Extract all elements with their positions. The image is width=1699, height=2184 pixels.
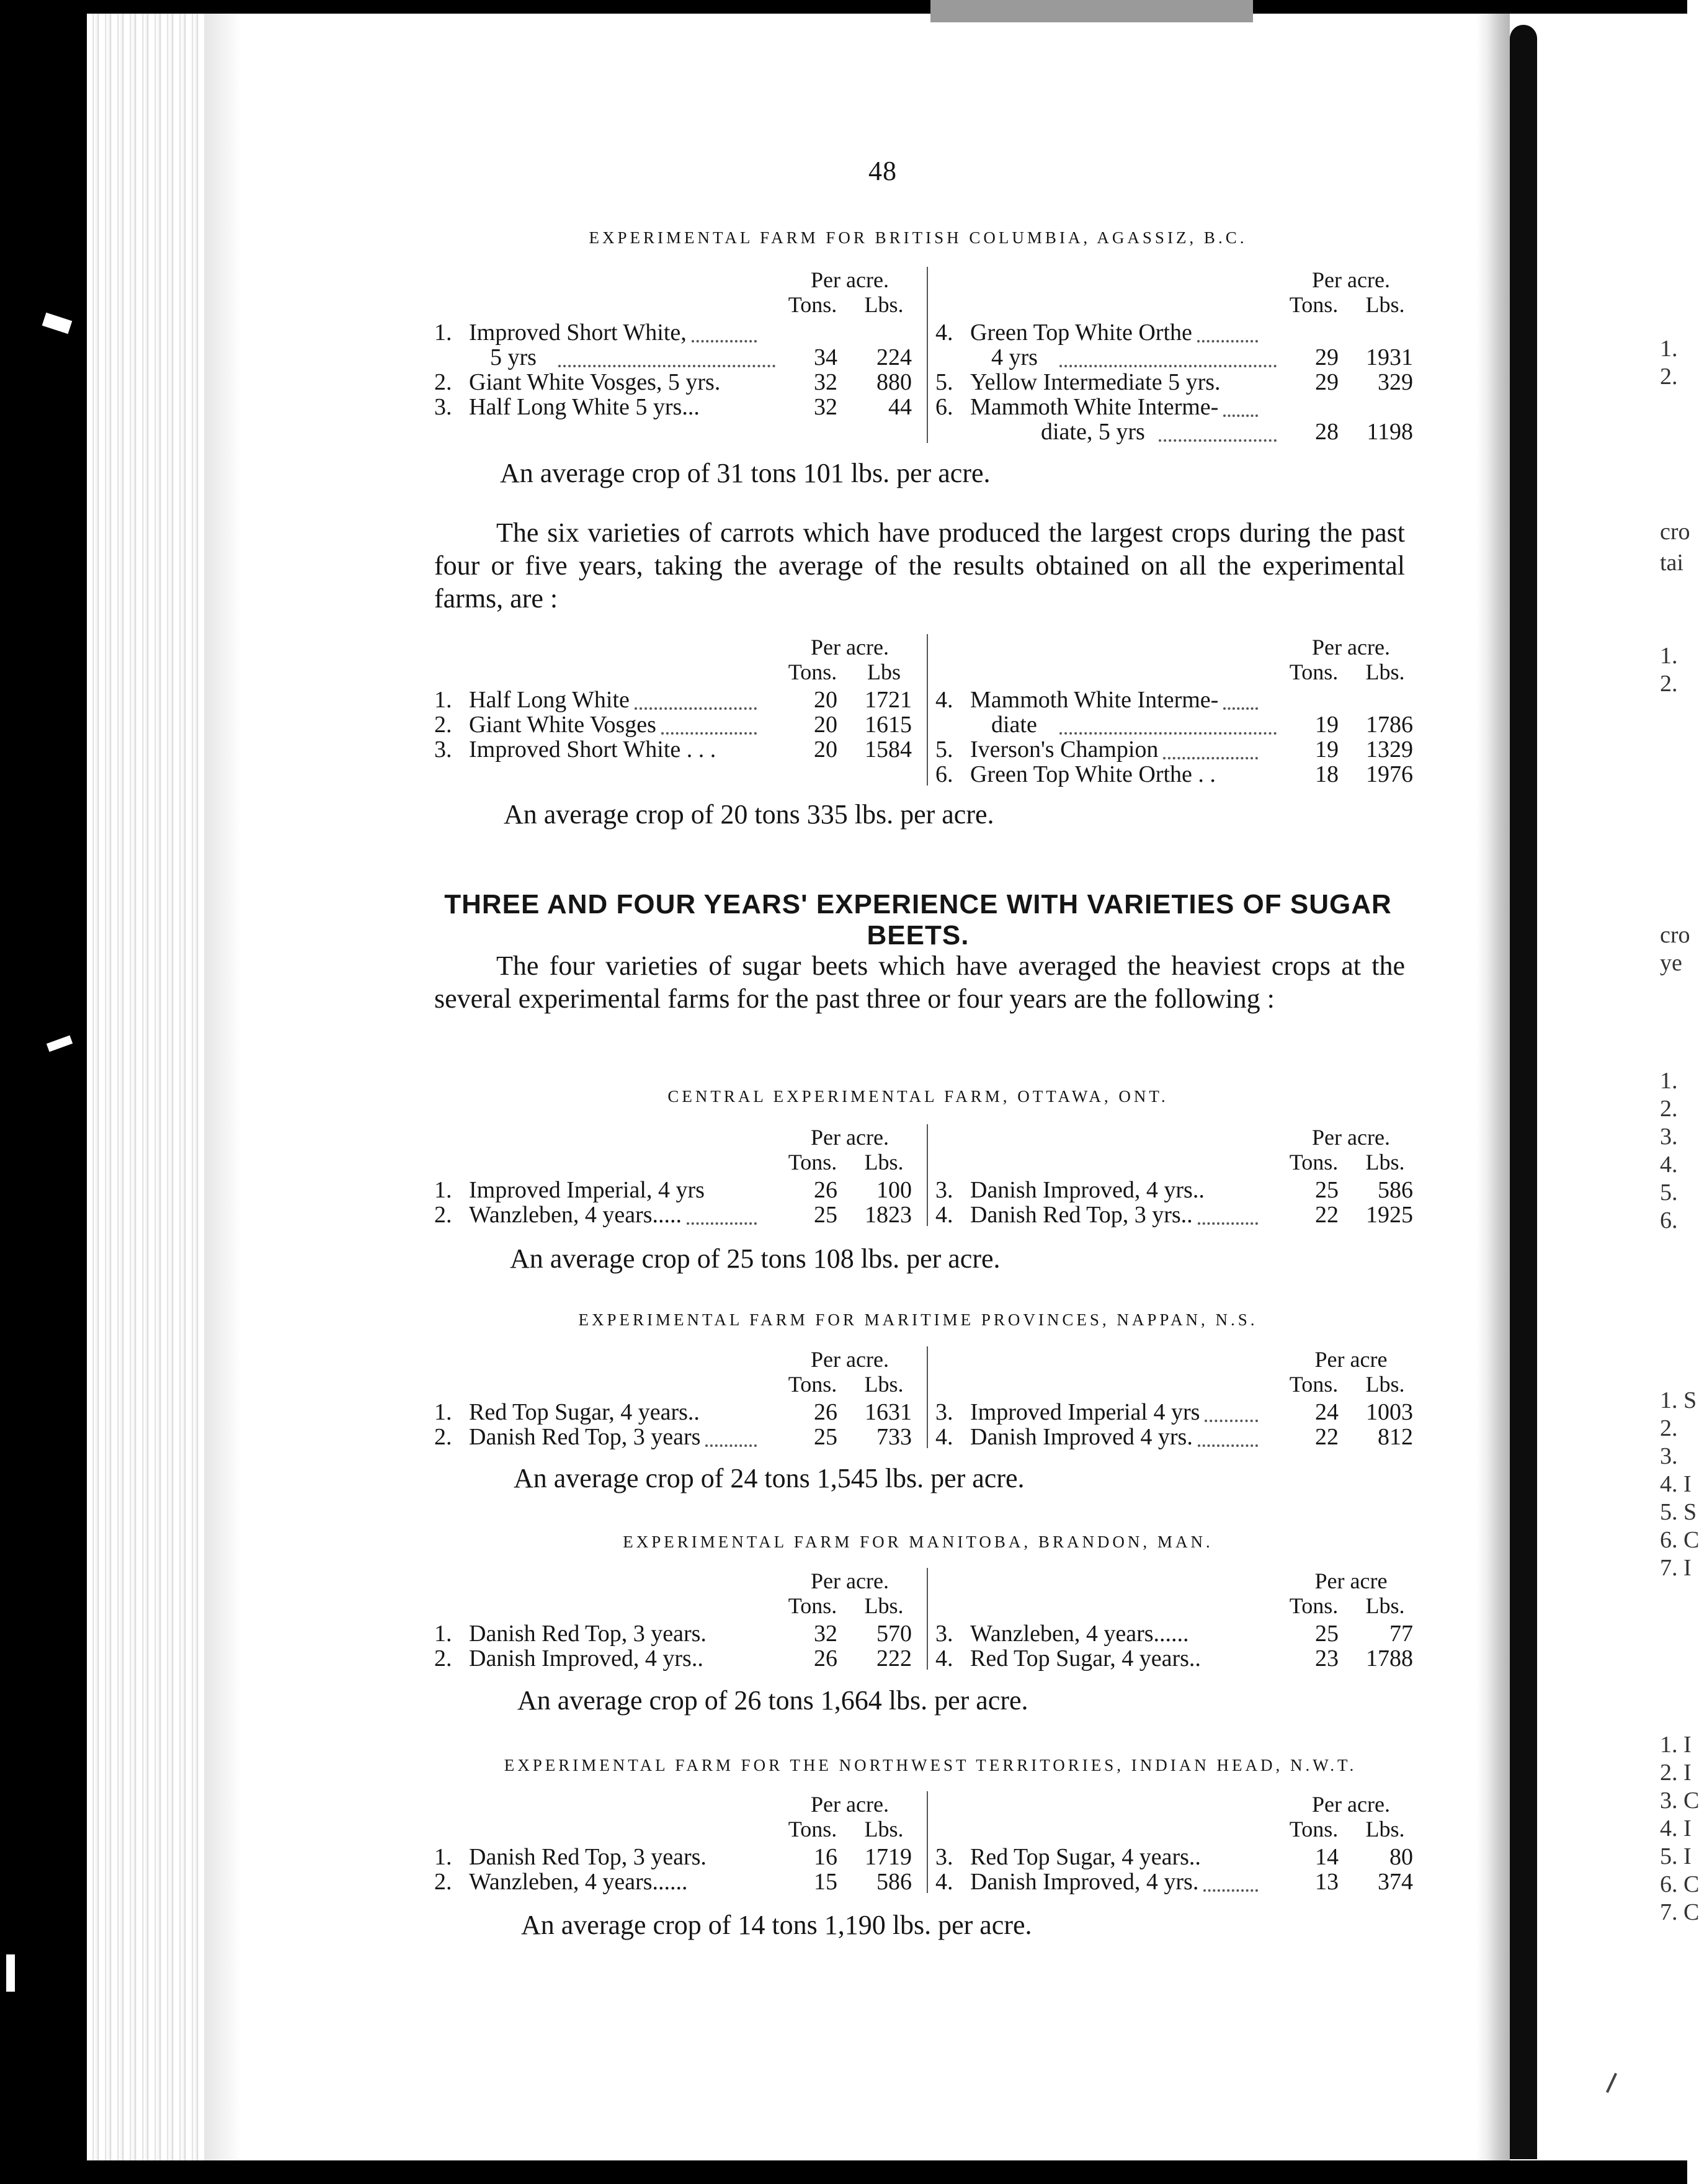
table-row xyxy=(935,1399,1419,1426)
tons-header: Tons. xyxy=(1289,1593,1339,1618)
per-acre-header: Per acre. xyxy=(1312,1125,1390,1150)
facing-page-fragment: 2. I xyxy=(1660,1760,1692,1786)
variety-name: Red Top Sugar, 4 years.. xyxy=(469,1399,700,1425)
row-number: 2. xyxy=(434,1869,452,1895)
table-row xyxy=(935,393,1419,421)
table-column-right xyxy=(935,1124,1419,1226)
row-number: 1. xyxy=(434,320,452,346)
tons-value: 16 xyxy=(814,1844,837,1870)
table-row xyxy=(434,1423,918,1451)
lbs-value: 1329 xyxy=(1366,736,1413,763)
facing-page-fragment: 6. xyxy=(1660,1207,1678,1233)
variety-name: Improved Short White, xyxy=(469,320,687,346)
variety-name: Half Long White 5 yrs... xyxy=(469,394,700,420)
row-number: 3. xyxy=(935,1844,953,1870)
section-header-british-columbia: EXPERIMENTAL FARM FOR BRITISH COLUMBIA, AGASSIZ, B.C. xyxy=(589,228,1247,247)
page-edge-shade xyxy=(205,14,242,2160)
tons-header: Tons. xyxy=(788,660,837,684)
per-acre-header: Per acre. xyxy=(811,635,889,660)
row-number: 4. xyxy=(935,1645,953,1672)
table-column-right xyxy=(935,1568,1419,1670)
variety-name: Red Top Sugar, 4 years.. xyxy=(970,1645,1201,1672)
table-column-left xyxy=(434,1791,918,1893)
tons-value: 26 xyxy=(814,1399,837,1425)
tons-value: 22 xyxy=(1315,1424,1339,1450)
lbs-value: 374 xyxy=(1378,1869,1413,1895)
dot-leader xyxy=(1159,439,1277,442)
facing-page-fragment: 3. xyxy=(1660,1124,1678,1150)
tons-value: 29 xyxy=(1315,369,1339,395)
variety-name: Green Top White Orthe xyxy=(970,320,1192,346)
variety-name: Danish Improved 4 yrs. xyxy=(970,1424,1193,1450)
facing-page-fragment: 2. xyxy=(1660,364,1678,390)
variety-name: Danish Red Top, 3 yrs.. xyxy=(970,1202,1193,1228)
table-row xyxy=(434,736,918,763)
variety-name: Wanzleben, 4 years...... xyxy=(970,1621,1189,1647)
variety-name: Improved Short White . . . xyxy=(469,736,716,763)
row-number: 6. xyxy=(935,394,953,420)
facing-page-fragment: 4. I xyxy=(1660,1815,1692,1842)
table-row xyxy=(434,1868,918,1895)
variety-name: Mammoth White Interme- xyxy=(970,687,1219,713)
row-number: 5. xyxy=(935,369,953,395)
column-divider xyxy=(927,1124,928,1226)
dot-leader xyxy=(661,732,757,735)
row-number: 4. xyxy=(935,1202,953,1228)
lbs-value: 1584 xyxy=(865,736,912,763)
row-number: 3. xyxy=(935,1621,953,1647)
facing-page-fragment: 5. I xyxy=(1660,1843,1692,1869)
gutter-shadow xyxy=(1476,14,1510,2160)
table-row xyxy=(935,1868,1419,1895)
row-number: 6. xyxy=(935,761,953,787)
variety-name: Wanzleben, 4 years..... xyxy=(469,1202,682,1228)
lbs-header: Lbs. xyxy=(864,1817,904,1842)
dot-leader xyxy=(1198,1222,1258,1225)
facing-page-fragment: 4. xyxy=(1660,1152,1678,1178)
lbs-header: Lbs. xyxy=(1365,1150,1405,1175)
table-row xyxy=(434,1645,918,1672)
lbs-value: 44 xyxy=(888,394,912,420)
facing-page-fragment: 3. xyxy=(1660,1443,1678,1469)
tons-value: 20 xyxy=(814,687,837,713)
lbs-header: Lbs. xyxy=(864,292,904,317)
lbs-value: 1786 xyxy=(1366,712,1413,738)
lbs-header: Lbs. xyxy=(1365,1817,1405,1842)
lbs-value: 1615 xyxy=(865,712,912,738)
variety-name: Mammoth White Interme- xyxy=(970,394,1219,420)
variety-name: Danish Improved, 4 yrs.. xyxy=(469,1645,703,1672)
tons-value: 25 xyxy=(814,1202,837,1228)
tons-value: 32 xyxy=(814,369,837,395)
row-number: 1. xyxy=(434,1844,452,1870)
table-column-left xyxy=(434,634,918,761)
tons-value: 32 xyxy=(814,394,837,420)
row-number: 4. xyxy=(935,1869,953,1895)
book-gutter xyxy=(1510,25,1537,2159)
table-row xyxy=(434,1399,918,1426)
table-row xyxy=(935,1201,1419,1228)
tons-value: 25 xyxy=(1315,1177,1339,1203)
dot-leader xyxy=(692,340,757,342)
table-row xyxy=(935,736,1419,763)
dot-leader xyxy=(1059,732,1277,735)
table-row xyxy=(434,1201,918,1228)
tons-header: Tons. xyxy=(788,1372,837,1397)
tons-value: 22 xyxy=(1315,1202,1339,1228)
variety-name: Giant White Vosges, 5 yrs. xyxy=(469,369,721,395)
table-row xyxy=(935,1645,1419,1672)
table-row xyxy=(434,686,918,714)
page-number: 48 xyxy=(868,156,897,186)
dot-leader xyxy=(558,365,775,367)
tons-header: Tons. xyxy=(1289,1817,1339,1842)
row-number: 2. xyxy=(434,369,452,395)
lbs-value: 1003 xyxy=(1366,1399,1413,1425)
facing-page-fragment: ye xyxy=(1660,950,1682,976)
table-column-right xyxy=(935,634,1419,785)
tons-value: 19 xyxy=(1315,712,1339,738)
per-acre-header: Per acre. xyxy=(811,1125,889,1150)
average-crop-brandon: An average crop of 26 tons 1,664 lbs. per acre. xyxy=(517,1685,1028,1716)
facing-page-fragment: cro xyxy=(1660,922,1690,948)
section-header-nappan: EXPERIMENTAL FARM FOR MARITIME PROVINCES, NAPPAN, N.S. xyxy=(578,1310,1258,1329)
lbs-value: 77 xyxy=(1389,1621,1413,1647)
average-crop-indian-head: An average crop of 14 tons 1,190 lbs. per acre. xyxy=(521,1910,1032,1940)
table-row xyxy=(434,393,918,421)
table-row xyxy=(434,1843,918,1871)
variety-name: Danish Red Top, 3 years. xyxy=(469,1621,707,1647)
average-crop-all-farms: An average crop of 20 tons 335 lbs. per acre. xyxy=(504,799,994,830)
facing-page-fragment: 3. C xyxy=(1660,1788,1699,1814)
table-column-left xyxy=(434,1568,918,1670)
tons-value: 20 xyxy=(814,712,837,738)
tons-header: Tons. xyxy=(1289,1372,1339,1397)
lbs-header: Lbs. xyxy=(864,1150,904,1175)
tons-header: Tons. xyxy=(788,292,837,317)
dot-leader xyxy=(635,707,757,710)
variety-name: Improved Imperial 4 yrs xyxy=(970,1399,1200,1425)
tons-value: 18 xyxy=(1315,761,1339,787)
tons-header: Tons. xyxy=(1289,292,1339,317)
row-number: 2. xyxy=(434,1645,452,1672)
facing-page-fragment: 7. I xyxy=(1660,1555,1692,1581)
row-number: 3. xyxy=(434,736,452,763)
tons-value: 23 xyxy=(1315,1645,1339,1672)
row-number: 1. xyxy=(434,1621,452,1647)
row-number: 2. xyxy=(434,1202,452,1228)
facing-page-fragment: 6. C xyxy=(1660,1871,1699,1897)
sugar-beets-title: THREE AND FOUR YEARS' EXPERIENCE WITH VARIETIES OF SUGAR BEETS. xyxy=(444,889,1392,951)
lbs-value: 1976 xyxy=(1366,761,1413,787)
per-acre-header: Per acre. xyxy=(1312,635,1390,660)
facing-page-fragment: 1. S xyxy=(1660,1387,1697,1413)
lbs-header: Lbs. xyxy=(1365,1372,1405,1397)
lbs-header: Lbs. xyxy=(1365,292,1405,317)
facing-page-fragment: 1. xyxy=(1660,643,1678,669)
variety-name: Danish Red Top, 3 years. xyxy=(469,1844,707,1870)
tons-header: Tons. xyxy=(788,1593,837,1618)
facing-page-fragment: 5. S xyxy=(1660,1499,1697,1525)
per-acre-header: Per acre. xyxy=(811,1347,889,1372)
facing-page-fragment: 2. xyxy=(1660,1096,1678,1122)
facing-page-fragment: 1. xyxy=(1660,336,1678,362)
tons-value: 26 xyxy=(814,1645,837,1672)
average-crop-ottawa: An average crop of 25 tons 108 lbs. per acre. xyxy=(510,1243,1001,1274)
lbs-value: 1931 xyxy=(1366,344,1413,370)
row-number: 4. xyxy=(935,320,953,346)
per-acre-header: Per acre xyxy=(1314,1569,1388,1593)
row-number: 1. xyxy=(434,687,452,713)
per-acre-header: Per acre. xyxy=(811,1792,889,1817)
section-header-ottawa: CENTRAL EXPERIMENTAL FARM, OTTAWA, ONT. xyxy=(667,1087,1169,1106)
per-acre-header: Per acre. xyxy=(1312,1792,1390,1817)
section-header-brandon: EXPERIMENTAL FARM FOR MANITOBA, BRANDON, MAN. xyxy=(623,1533,1213,1551)
facing-page-fragment: 1. xyxy=(1660,1068,1678,1094)
lbs-header: Lbs. xyxy=(864,1593,904,1618)
lbs-value: 1631 xyxy=(865,1399,912,1425)
facing-page-fragment: 5. xyxy=(1660,1179,1678,1206)
row-number: 4. xyxy=(935,687,953,713)
average-crop-nappan: An average crop of 24 tons 1,545 lbs. per acre. xyxy=(514,1463,1025,1493)
table-column-right xyxy=(935,1346,1419,1448)
facing-page-fragment: 7. C xyxy=(1660,1899,1699,1925)
table-row xyxy=(935,761,1419,788)
row-number: 2. xyxy=(434,1424,452,1450)
variety-name: Half Long White xyxy=(469,687,630,713)
table-column-right xyxy=(935,1791,1419,1893)
dot-leader xyxy=(1059,365,1277,367)
average-crop-british-columbia: An average crop of 31 tons 101 lbs. per acre. xyxy=(500,458,991,488)
row-number: 2. xyxy=(434,712,452,738)
tons-header: Tons. xyxy=(1289,660,1339,684)
lbs-value: 1721 xyxy=(865,687,912,713)
lbs-value: 812 xyxy=(1378,1424,1413,1450)
lbs-header: Lbs xyxy=(867,660,901,684)
dot-leader xyxy=(705,1444,757,1447)
per-acre-header: Per acre xyxy=(1314,1347,1388,1372)
tons-value: 32 xyxy=(814,1621,837,1647)
dot-leader xyxy=(1223,414,1258,417)
table-row xyxy=(935,1423,1419,1451)
lbs-value: 1823 xyxy=(865,1202,912,1228)
table-row-continuation xyxy=(434,344,918,371)
column-divider xyxy=(927,1568,928,1670)
dot-leader xyxy=(1205,1420,1258,1422)
dot-leader xyxy=(1197,340,1258,342)
lbs-value: 733 xyxy=(876,1424,912,1450)
table-column-left xyxy=(434,1124,918,1226)
variety-name-continuation: diate xyxy=(991,712,1037,738)
table-row xyxy=(935,1176,1419,1204)
tons-value: 20 xyxy=(814,736,837,763)
row-number: 1. xyxy=(434,1177,452,1203)
row-number: 4. xyxy=(935,1424,953,1450)
table-row xyxy=(935,1843,1419,1871)
tons-value: 14 xyxy=(1315,1844,1339,1870)
lbs-value: 100 xyxy=(876,1177,912,1203)
table-row xyxy=(434,369,918,396)
variety-name: Improved Imperial, 4 yrs xyxy=(469,1177,705,1203)
column-divider xyxy=(927,267,928,443)
column-divider xyxy=(927,1346,928,1448)
lbs-value: 1788 xyxy=(1366,1645,1413,1672)
lbs-value: 880 xyxy=(876,369,912,395)
variety-name: Green Top White Orthe . . xyxy=(970,761,1216,787)
lbs-value: 570 xyxy=(876,1621,912,1647)
per-acre-header: Per acre. xyxy=(811,1569,889,1593)
variety-name: Giant White Vosges xyxy=(469,712,656,738)
variety-name: Danish Red Top, 3 years xyxy=(469,1424,701,1450)
tons-header: Tons. xyxy=(1289,1150,1339,1175)
tons-value: 25 xyxy=(814,1424,837,1450)
tons-value: 25 xyxy=(1315,1621,1339,1647)
dot-leader xyxy=(1203,1889,1258,1892)
variety-name-continuation: 4 yrs xyxy=(991,344,1038,370)
tons-value: 34 xyxy=(814,344,837,370)
scan-border-bottom xyxy=(87,2160,1687,2184)
lbs-value: 80 xyxy=(1389,1844,1413,1870)
table-column-right xyxy=(935,267,1419,443)
table-row xyxy=(935,1620,1419,1647)
tons-value: 15 xyxy=(814,1869,837,1895)
table-row xyxy=(935,369,1419,396)
table-row xyxy=(434,711,918,738)
table-column-left xyxy=(434,267,918,418)
dot-leader xyxy=(1223,707,1258,710)
variety-name-continuation: 5 yrs xyxy=(490,344,537,370)
facing-page-fragment: 2. xyxy=(1660,671,1678,697)
row-number: 3. xyxy=(434,394,452,420)
scan-border-left xyxy=(0,0,87,2184)
column-divider xyxy=(927,634,928,785)
facing-page-fragment: cro xyxy=(1660,519,1690,545)
tons-value: 24 xyxy=(1315,1399,1339,1425)
facing-page-fragment: 2. xyxy=(1660,1415,1678,1441)
per-acre-header: Per acre. xyxy=(1312,267,1390,292)
variety-name: Iverson's Champion xyxy=(970,736,1159,763)
variety-name: Yellow Intermediate 5 yrs. xyxy=(970,369,1221,395)
facing-page-fragment: 1. I xyxy=(1660,1732,1692,1758)
tons-value: 13 xyxy=(1315,1869,1339,1895)
tons-value: 19 xyxy=(1315,736,1339,763)
lbs-value: 586 xyxy=(1378,1177,1413,1203)
sugar-beets-paragraph: The four varieties of sugar beets which have averaged the heaviest crops at the several experimental farms for the past three or four years are the following : xyxy=(434,951,1405,1014)
variety-name: Danish Improved, 4 yrs.. xyxy=(970,1177,1205,1203)
scan-border-notch xyxy=(930,0,1253,22)
lbs-header: Lbs. xyxy=(864,1372,904,1397)
lbs-value: 586 xyxy=(876,1869,912,1895)
dot-leader xyxy=(687,1222,757,1225)
facing-page-fragment: tai xyxy=(1660,550,1683,576)
lbs-value: 222 xyxy=(876,1645,912,1672)
lbs-value: 224 xyxy=(876,344,912,370)
tons-value: 26 xyxy=(814,1177,837,1203)
variety-name: Wanzleben, 4 years...... xyxy=(469,1869,688,1895)
lbs-value: 1719 xyxy=(865,1844,912,1870)
row-number: 3. xyxy=(935,1399,953,1425)
column-divider xyxy=(927,1791,928,1893)
dot-leader xyxy=(1198,1444,1258,1447)
table-row xyxy=(935,319,1419,346)
carrots-paragraph: The six varieties of carrots which have produced the largest crops during the past four or five years, taking the average of the results obtained on all the experimental farms, are : xyxy=(434,517,1405,614)
tons-value: 28 xyxy=(1315,419,1339,445)
lbs-value: 1198 xyxy=(1367,419,1413,445)
table-column-left xyxy=(434,1346,918,1448)
row-number: 1. xyxy=(434,1399,452,1425)
row-number: 5. xyxy=(935,736,953,763)
variety-name-continuation: diate, 5 yrs xyxy=(1041,419,1145,445)
dot-leader xyxy=(1163,757,1258,759)
lbs-header: Lbs. xyxy=(1365,660,1405,684)
table-row-continuation xyxy=(935,418,1419,445)
tons-value: 29 xyxy=(1315,344,1339,370)
table-row xyxy=(935,686,1419,714)
section-header-indian-head: EXPERIMENTAL FARM FOR THE NORTHWEST TERRITORIES, INDIAN HEAD, N.W.T. xyxy=(504,1756,1357,1774)
lbs-value: 329 xyxy=(1378,369,1413,395)
table-row xyxy=(434,319,918,346)
facing-page-fragment: 6. C xyxy=(1660,1527,1699,1553)
table-row-continuation xyxy=(935,711,1419,738)
variety-name: Red Top Sugar, 4 years.. xyxy=(970,1844,1201,1870)
table-row-continuation xyxy=(935,344,1419,371)
variety-name: Danish Improved, 4 yrs. xyxy=(970,1869,1199,1895)
per-acre-header: Per acre. xyxy=(811,267,889,292)
tons-header: Tons. xyxy=(788,1817,837,1842)
lbs-value: 1925 xyxy=(1366,1202,1413,1228)
table-row xyxy=(434,1620,918,1647)
lbs-header: Lbs. xyxy=(1365,1593,1405,1618)
row-number: 3. xyxy=(935,1177,953,1203)
tons-header: Tons. xyxy=(788,1150,837,1175)
margin-speck xyxy=(6,1954,15,1992)
facing-page-fragment: 4. I xyxy=(1660,1471,1692,1497)
scan-border-top xyxy=(87,0,1687,14)
table-row xyxy=(434,1176,918,1204)
